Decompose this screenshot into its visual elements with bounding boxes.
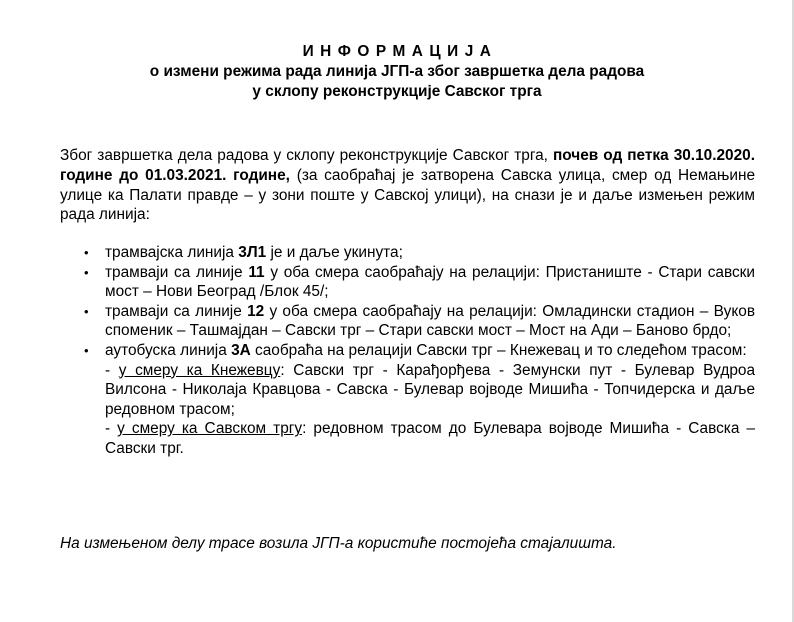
intro-text-2: (за саобраћај је затворена Савска улица, смер од Немањине улице ка Палати правде – у зони поште у Савској улици), на снази је и даље измењен режим рада линија: (60, 166, 755, 224)
list-item-tram-3l1 (60, 243, 755, 263)
bullet-icon: • (84, 303, 89, 319)
intro-text-1: Због завршетка дела радова у склопу реконструкције Савског трга, (60, 147, 548, 164)
direction-route-knezevac: : Савски трг - Карађорђева - Земунски пут - Булевар Вудроа Вилсона - Николаја Кравцова - Савска - Булевар војводе Мишића - Топчидерска и даље редовном трасом; (105, 361, 756, 418)
bullet-icon: • (84, 264, 89, 280)
bullet-icon: • (84, 342, 89, 358)
list-item-text: трамваји са линије (105, 302, 242, 320)
footer-note: На измењеном делу трасе возила ЈГП-а користиће постојећа стајалишта. (60, 535, 617, 552)
list-item-text: у оба смера саобраћају на релацији: Омладински стадион – Вуков споменик – Ташмајдан – Савски трг – Стари савски мост – Мост на Ади – Баново брдо; (105, 302, 755, 340)
list-item-text: трамваји са линије (105, 263, 243, 281)
document-title: ИНФОРМАЦИЈА (302, 43, 498, 60)
line-number: 11 (248, 263, 265, 281)
list-item-tram-11 (60, 263, 755, 302)
intro-paragraph (60, 146, 755, 225)
list-item-text: саобраћа на релацији Савски трг – Кнежевац и то следећом трасом: (255, 341, 747, 359)
direction-dash: - (105, 420, 118, 438)
direction-label-savski-trg: у смеру ка Савском тргу (117, 420, 303, 438)
direction-label-knezevac: у смеру ка Кнежевцу (118, 361, 281, 379)
direction-dash: - (105, 361, 119, 379)
list-item-text: аутобуска линија (105, 341, 227, 359)
line-number: 3А (231, 341, 251, 359)
list-item-tram-12 (60, 302, 755, 341)
line-number: 3Л1 (238, 244, 267, 261)
list-item-text: у оба смера саобраћају на релацији: Пристаниште - Стари савски мост – Нови Београд /Блок 45/; (105, 263, 755, 301)
bullet-icon: • (84, 245, 89, 260)
direction-route-savski-trg: : редовном трасом до Булевара војводе Мишића - Савска – Савски трг. (105, 420, 756, 457)
list-item-bus-3a (60, 341, 755, 459)
document-subtitle-line-2: у склопу реконструкције Савског трга (252, 83, 542, 100)
document-subtitle-line-1: о измени режима рада линија ЈГП-а због завршетка дела радова (149, 63, 645, 80)
line-changes-list (60, 243, 755, 459)
list-item-text: трамвајска линија (105, 244, 234, 261)
intro-date-range: почев од петка 30.10.2020. године до 01.03.2021. године, (60, 147, 755, 184)
document-header (0, 42, 794, 102)
list-item-text: је и даље укинута; (270, 244, 403, 261)
line-number: 12 (247, 302, 265, 320)
